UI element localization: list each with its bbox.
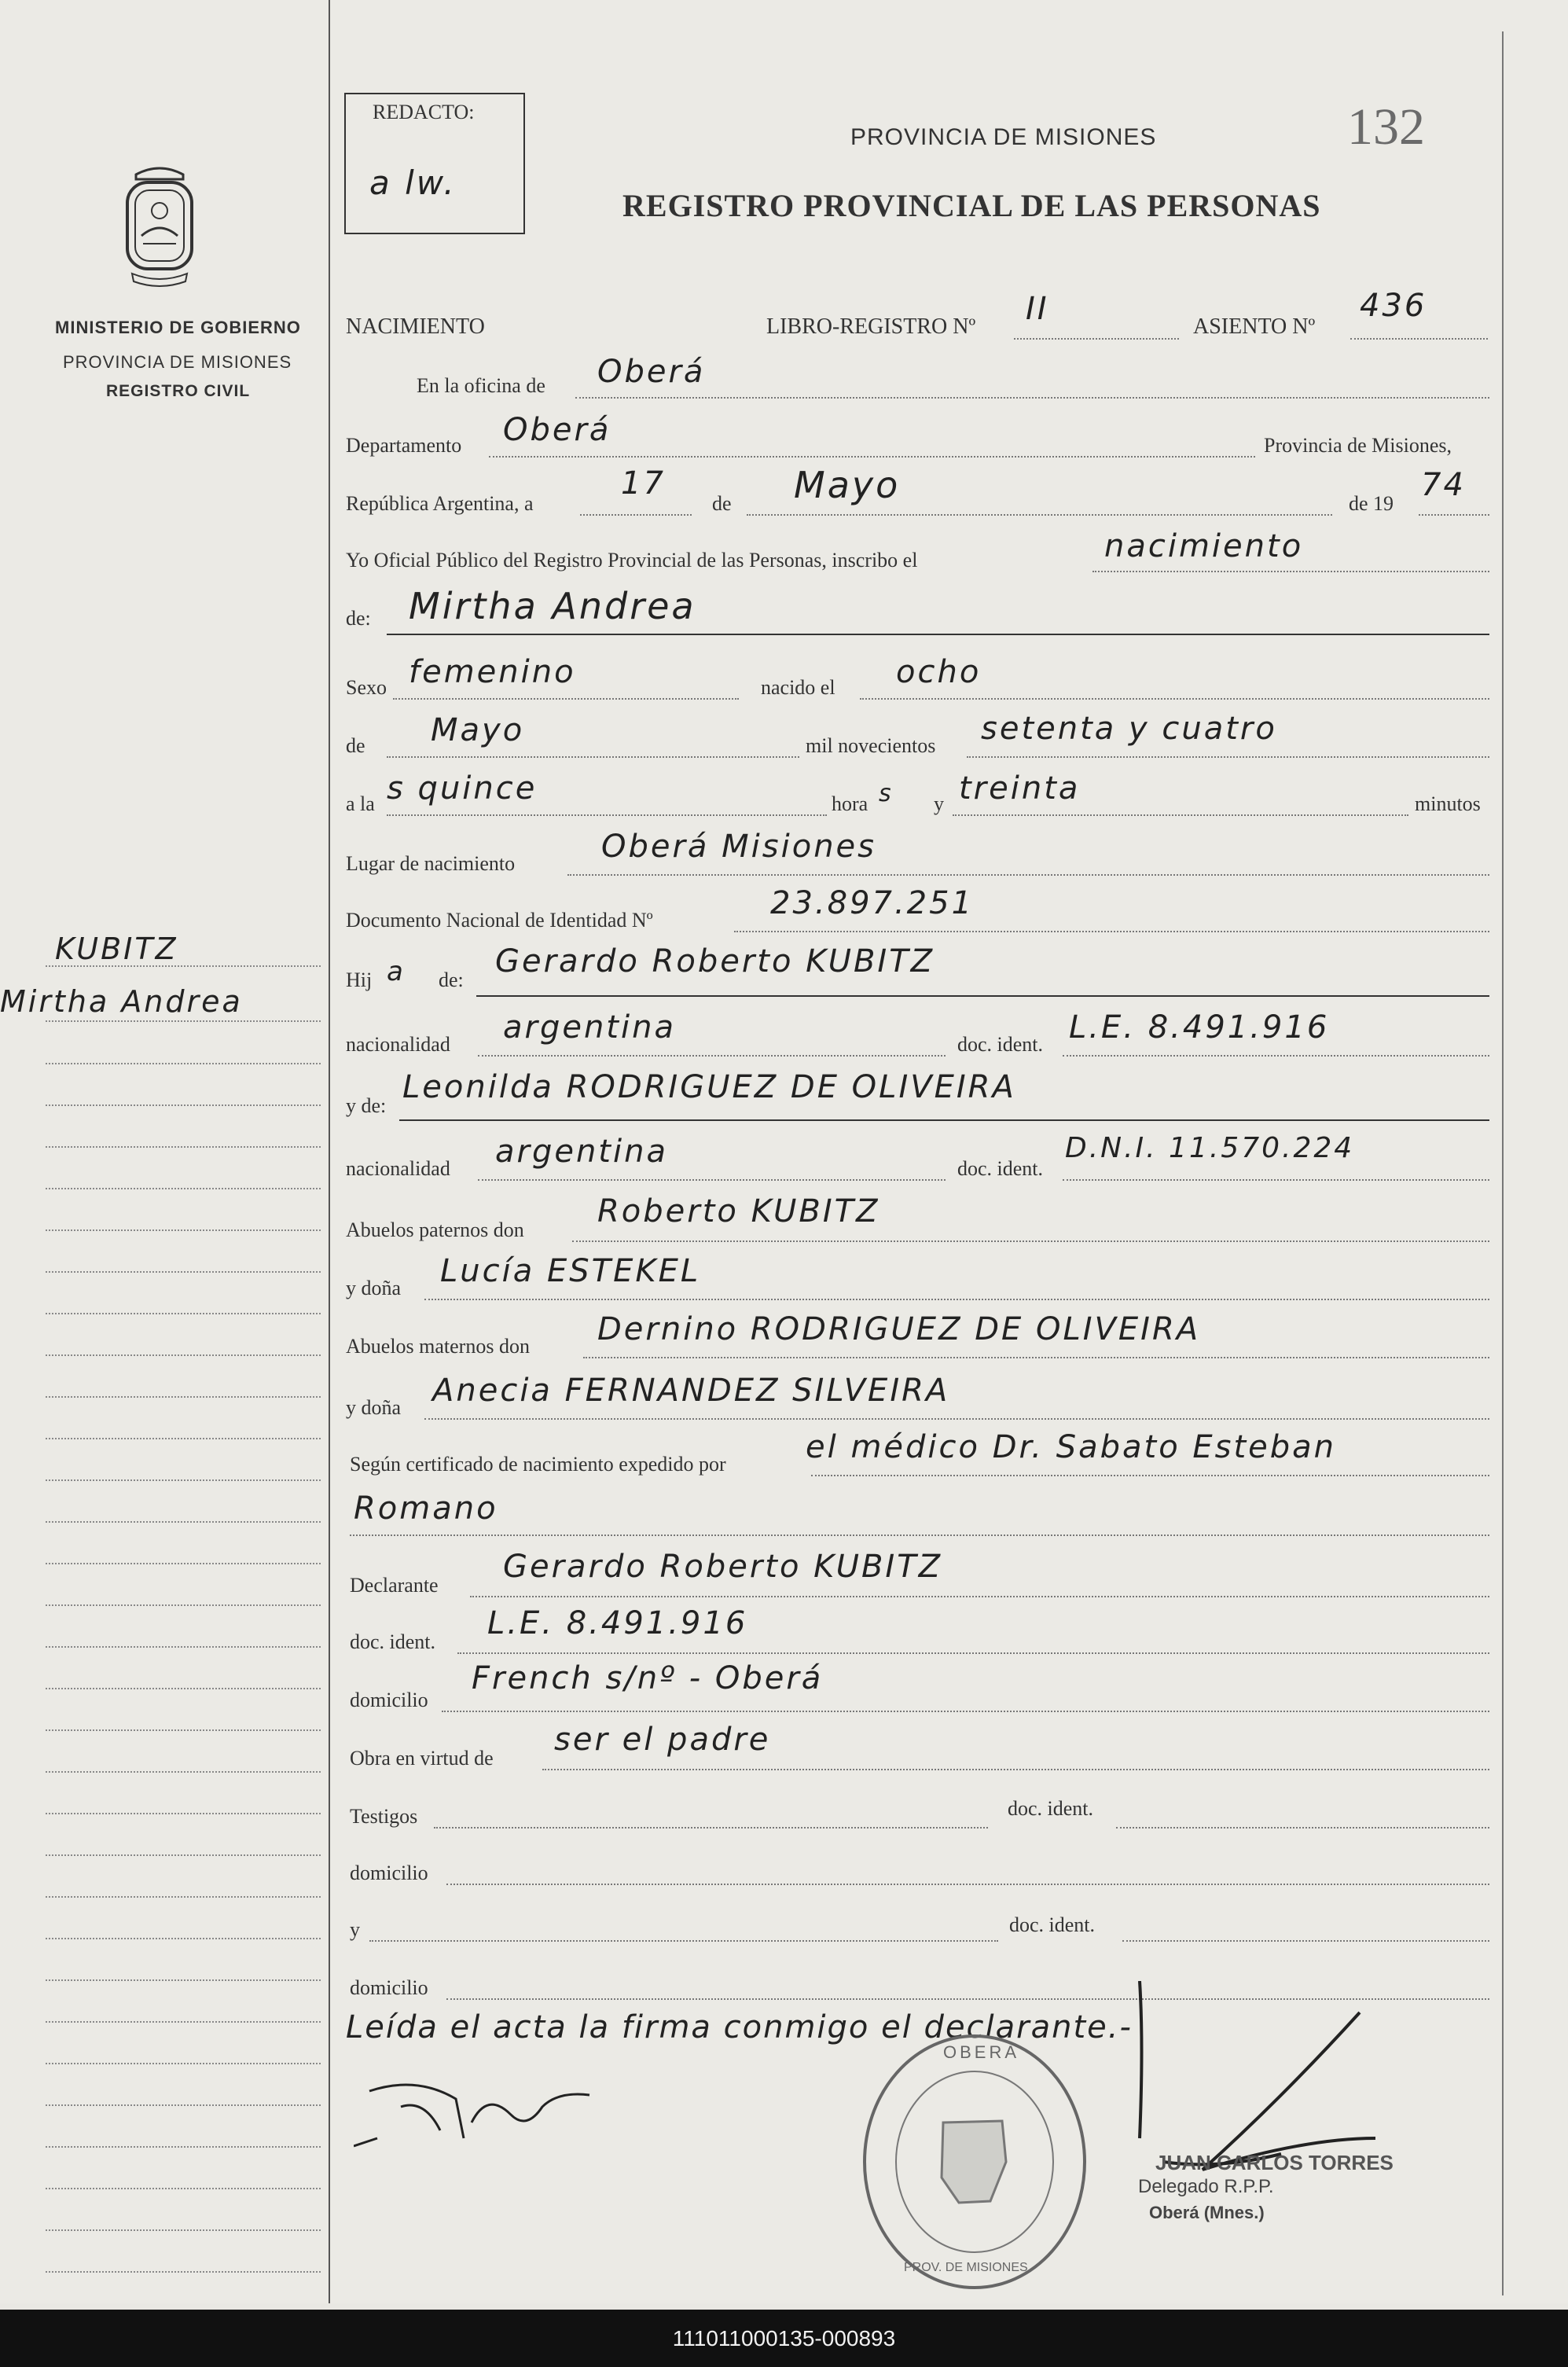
dia-value: 17 (621, 465, 666, 502)
horas-label: hora (832, 792, 868, 815)
sexo-value: femenino (409, 654, 576, 690)
abuela-pat-value: Lucía ESTEKEL (440, 1253, 701, 1289)
provincia-title: PROVINCIA DE MISIONES (850, 124, 1157, 150)
padre-value: Gerardo Roberto KUBITZ (495, 943, 935, 980)
de2-label: de (346, 734, 365, 757)
de19-label: de 19 (1349, 492, 1394, 515)
docident-madre-label: doc. ident. (957, 1157, 1044, 1180)
yde-label: y de: (346, 1094, 387, 1117)
nac-padre-value: argentina (503, 1009, 676, 1046)
provincia-heading: PROVINCIA DE MISIONES (63, 352, 292, 372)
docident-decl-label: doc. ident. (350, 1630, 436, 1653)
de-colon-label: de: (346, 607, 371, 630)
republica-label: República Argentina, a (346, 492, 534, 515)
doc-madre-value: D.N.I. 11.570.224 (1065, 1132, 1355, 1164)
doc-decl-value: L.E. 8.491.916 (487, 1605, 748, 1641)
official-name: JUAN CARLOS TORRES (1155, 2151, 1394, 2174)
mes-value: Mayo (794, 464, 901, 506)
abuelo-pat-value: Roberto KUBITZ (597, 1193, 880, 1229)
docident-test2-label: doc. ident. (1009, 1913, 1096, 1936)
mes2-value: Mayo (431, 712, 525, 748)
obra-label: Obra en virtud de (350, 1747, 494, 1770)
abuela-mat-value: Anecia FERNANDEZ SILVEIRA (432, 1373, 950, 1409)
yo-oficial-label: Yo Oficial Público del Registro Provincial de las Personas, inscribo el (346, 549, 918, 572)
registro-civil-heading: REGISTRO CIVIL (106, 382, 251, 400)
doc-padre-value: L.E. 8.491.916 (1069, 1009, 1330, 1046)
declarante-label: Declarante (350, 1574, 439, 1597)
y-test2-label: y (350, 1918, 360, 1941)
hora-value: s quince (387, 770, 538, 807)
testigos-label: Testigos (350, 1805, 418, 1828)
nac-madre-value: argentina (495, 1134, 668, 1170)
mil-value: setenta y cuatro (981, 711, 1277, 747)
inscribo-value: nacimiento (1104, 528, 1304, 564)
madre-value: Leonilda RODRIGUEZ DE OLIVEIRA (402, 1069, 1016, 1105)
abuelos-pat-label: Abuelos paternos don (346, 1218, 524, 1241)
dni-value: 23.897.251 (770, 885, 975, 921)
ydona-mat-label: y doña (346, 1396, 402, 1419)
footer-code: 11101100013​5-000893 (0, 2310, 1568, 2367)
asiento-label: ASIENTO Nº (1193, 314, 1316, 339)
redacto-value: a lw. (369, 164, 457, 202)
redacto-label: REDACTO: (373, 101, 475, 123)
ministerio-heading: MINISTERIO DE GOBIERNO (55, 318, 301, 337)
mil-label: mil novecientos (806, 734, 936, 757)
provincia-suffix: Provincia de Misiones, (1264, 434, 1452, 457)
margin-names: Mirtha Andrea (0, 984, 243, 1019)
inscripto-name: Mirtha Andrea (409, 585, 696, 627)
hij-label: Hij (346, 968, 373, 991)
minutos-value: treinta (959, 770, 1081, 807)
government-seal-icon (116, 165, 203, 291)
oficina-label: En la oficina de (417, 374, 545, 397)
nacido-label: nacido el (761, 676, 835, 699)
seal-top-text: OBERA (943, 2042, 1020, 2062)
declarant-signature (354, 2060, 605, 2170)
certificado-label: Según certificado de nacimiento expedido por (350, 1453, 726, 1476)
certificado-value: el médico Dr. Sabato Esteban (806, 1429, 1337, 1465)
official-place: Oberá (Mnes.) (1149, 2203, 1265, 2222)
anio-value: 74 (1421, 467, 1466, 503)
registro-title: REGISTRO PROVINCIAL DE LAS PERSONAS (622, 188, 1321, 223)
nacimiento-label: NACIMIENTO (346, 314, 485, 339)
departamento-label: Departamento (346, 434, 462, 457)
docident-padre-label: doc. ident. (957, 1033, 1044, 1056)
minutos-label: minutos (1415, 792, 1481, 815)
abuelo-mat-value: Dernino RODRIGUEZ DE OLIVEIRA (597, 1311, 1201, 1347)
domicilio-test1-label: domicilio (350, 1862, 428, 1884)
asiento-value: 436 (1360, 288, 1427, 324)
de-label: de (712, 492, 732, 515)
nac-madre-label: nacionalidad (346, 1157, 450, 1180)
sexo-label: Sexo (346, 676, 387, 699)
right-margin-rule (1502, 31, 1504, 2295)
domicilio-decl-label: domicilio (350, 1689, 428, 1711)
dni-label: Documento Nacional de Identidad Nº (346, 909, 653, 932)
y-label: y (934, 792, 944, 815)
libro-value: II (1026, 291, 1049, 327)
obra-value: ser el padre (554, 1722, 771, 1758)
certificado-value2: Romano (354, 1490, 498, 1527)
abuelos-mat-label: Abuelos maternos don (346, 1335, 530, 1358)
departamento-value: Oberá (503, 412, 611, 448)
lugar-label: Lugar de nacimiento (346, 852, 516, 875)
oficina-value: Oberá (597, 354, 706, 390)
docident-test1-label: doc. ident. (1008, 1797, 1094, 1820)
hij-suffix: a (387, 956, 406, 987)
margin-surname: KUBITZ (55, 932, 178, 966)
seal-bottom-text: PROV. DE MISIONES (904, 2261, 1028, 2274)
declarante-value: Gerardo Roberto KUBITZ (503, 1549, 943, 1585)
nacido-value: ocho (896, 654, 982, 690)
libro-label: LIBRO-REGISTRO Nº (766, 314, 976, 339)
official-title: Delegado R.P.P. (1138, 2176, 1274, 2197)
nac-padre-label: nacionalidad (346, 1033, 450, 1056)
ydona-pat-label: y doña (346, 1277, 402, 1299)
ala-label: a la (346, 792, 375, 815)
domicilio-decl-value: French s/nº - Oberá (472, 1660, 824, 1696)
hij-de-label: de: (439, 968, 464, 991)
left-margin-rule (329, 0, 330, 2303)
domicilio-test2-label: domicilio (350, 1976, 428, 1999)
horas-suffix: s (879, 780, 894, 807)
page-number: 132 (1347, 98, 1425, 156)
lugar-value: Oberá Misiones (601, 829, 877, 865)
closing-statement: Leída el acta la firma conmigo el declarante.- (346, 2009, 1133, 2045)
redacto-box (344, 93, 525, 234)
